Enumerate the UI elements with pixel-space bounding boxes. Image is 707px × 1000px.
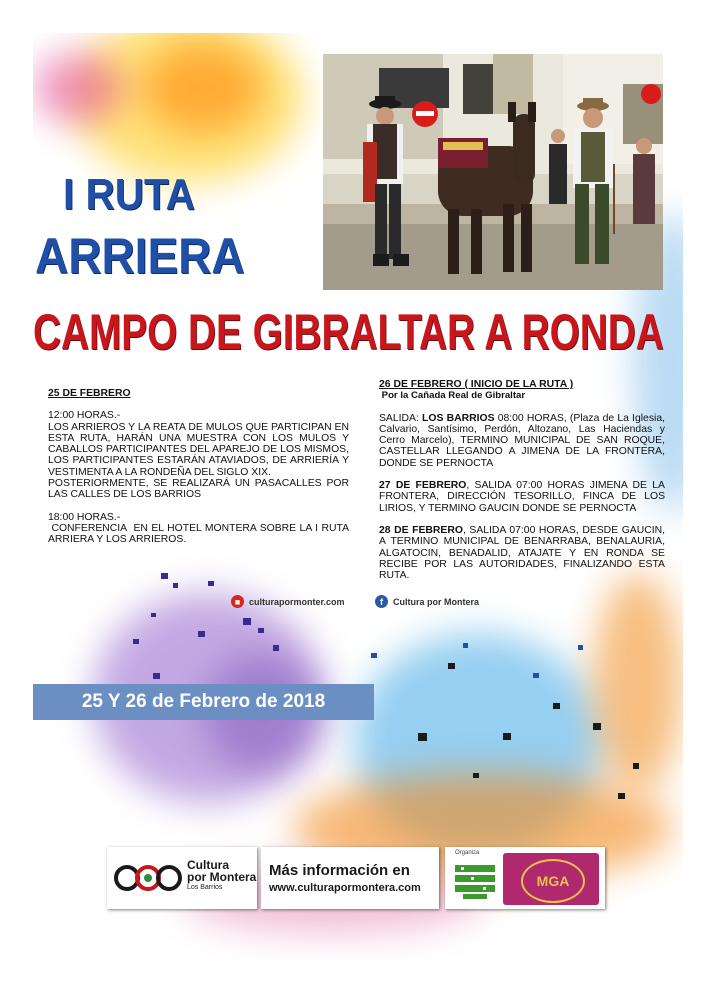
day28-date: 28 DE FEBRERO	[379, 524, 463, 536]
day2-subheading: Por la Cañada Real de Gibraltar	[379, 390, 526, 402]
facebook-icon: f	[375, 595, 388, 608]
organiza-box	[445, 847, 605, 909]
day2-column	[379, 379, 665, 592]
day27-date: 27 DE FEBRERO	[379, 480, 467, 492]
badge-text: MGA	[536, 873, 570, 889]
web-logo-icon: ■	[231, 595, 244, 608]
town-hall-logo-icon	[453, 861, 497, 901]
web-label: culturapormonter.com	[249, 596, 345, 607]
spiral-logo-icon	[113, 858, 183, 898]
poster	[33, 33, 683, 960]
mga-badge	[503, 853, 599, 905]
day27-text: , SALIDA 07:00 HORAS JIMENA DE LA FRONTERA, DIRECCIÓN TESORILLO, FINCA DE LOS LIRIOS, Y TERMINO GAUCIN DONDE SE PERNOCTA	[379, 480, 665, 514]
day1-heading: 25 DE FEBRERO	[48, 388, 131, 399]
title-line-1: I RUTA	[63, 170, 195, 219]
facebook-link[interactable]	[375, 595, 479, 608]
organiza-label: Organiza	[455, 850, 480, 856]
day2-heading: 26 DE FEBRERO ( INICIO DE LA RUTA )	[379, 379, 574, 390]
date-band: 25 Y 26 de Febrero de 2018	[33, 684, 374, 720]
fb-label: Cultura por Montera	[393, 596, 480, 607]
logo-line-3: Los Barrios	[187, 884, 223, 891]
salida-prefix: SALIDA:	[379, 412, 423, 424]
salida-place: LOS BARRIOS	[422, 412, 495, 424]
street-photo	[323, 54, 663, 290]
day1-time1: 12:00 HORAS.-	[48, 410, 121, 422]
salida-text: 08:00 HORAS, (Plaza de La Iglesia, Calvario, Santísimo, Perdón, Altozano, Las Haciendas y Cerro Marcelo), TERMINO MUNICIPAL DE SAN ROQUE, CASTELLAR LLEGANDO A JIMENA DE LA FRONTERA, DONDE SE PERNOCTA	[379, 412, 665, 469]
day1-column	[48, 388, 352, 546]
logo-line-2: por Montera	[187, 870, 257, 884]
cultura-logo-box	[107, 847, 257, 909]
info-line-2[interactable]: www.culturapormontera.com	[269, 882, 421, 894]
day1-para3: CONFERENCIA EN EL HOTEL MONTERA SOBRE LA I RUTA ARRIERA Y LOS ARRIEROS.	[48, 522, 352, 546]
day1-para1: LOS ARRIEROS Y LA REATA DE MULOS QUE PARTICIPAN EN ESTA RUTA, HARÁN UNA MUESTRA CON LOS MULOS Y CABALLOS PARTICIPANTES DEL APAREJO DE LOS MISMOS, LOS PARTICIPANTES ESTARÁN ATAVIADOS, DE ARRIERÍA Y VESTIMENTA A LA RONDEÑA DEL SIGLO XIX.	[48, 421, 349, 478]
web-link[interactable]	[231, 595, 345, 608]
day2-salida	[379, 413, 665, 469]
day28-paragraph	[379, 525, 665, 581]
day27-paragraph	[379, 480, 665, 514]
title-line-3: CAMPO DE GIBRALTAR A RONDA	[33, 304, 664, 360]
day1-para2: POSTERIORMENTE, SE REALIZARÁ UN PASACALLES POR LAS CALLES DE LOS BARRIOS	[48, 478, 349, 501]
day1-time2: 18:00 HORAS.-	[48, 511, 121, 523]
info-box	[261, 847, 439, 909]
info-line-1: Más información en	[269, 862, 410, 879]
day28-text: , SALIDA 07:00 HORAS, DESDE GAUCIN, A TERMINO MUNICIPAL DE BENARRABA, BENALAURIA, ALGATOCIN, BENADALID, ATAJATE Y EN RONDA SE RECIBE POR LAS AUTORIDADES, FINALIZANDO ESTA RUTA.	[379, 524, 665, 582]
title-line-2: ARRIERA	[35, 228, 245, 284]
logo-line-1: Cultura	[187, 858, 229, 872]
